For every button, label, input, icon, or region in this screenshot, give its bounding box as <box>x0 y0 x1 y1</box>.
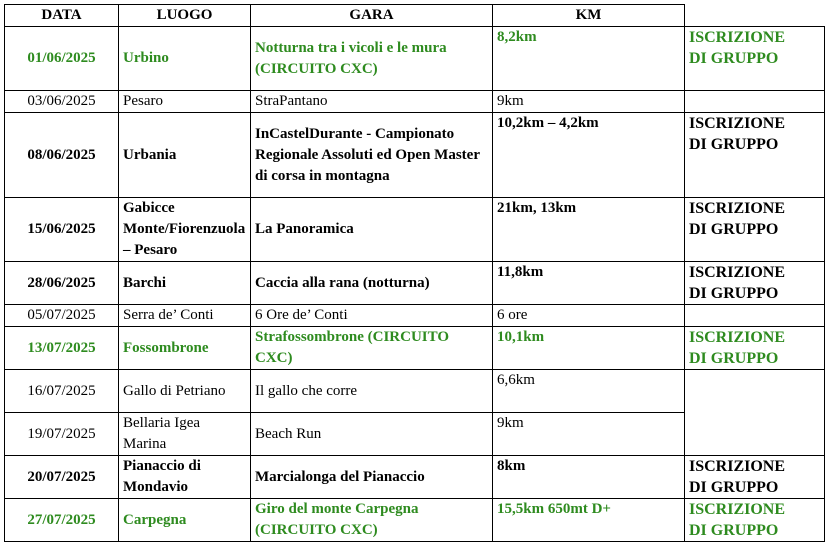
table-row <box>5 262 825 305</box>
place-cell: Gabicce Monte/Fiorenzuola – Pesaro <box>119 198 251 262</box>
place-cell: Barchi <box>119 262 251 305</box>
date-cell: 27/07/2025 <box>5 499 119 542</box>
group-registration-cell <box>685 499 825 542</box>
empty-cell <box>685 91 825 113</box>
table-row <box>5 499 825 542</box>
place-cell: Pesaro <box>119 91 251 113</box>
group-registration-cell <box>685 262 825 305</box>
place-cell: Gallo di Petriano <box>119 370 251 413</box>
group-registration-cell <box>685 327 825 370</box>
empty-cell <box>685 370 825 413</box>
place-cell: Serra de’ Conti <box>119 305 251 327</box>
place-cell: Carpegna <box>119 499 251 542</box>
races-table <box>4 4 825 542</box>
km-cell: 8km <box>493 456 685 499</box>
place-cell: Bellaria Igea Marina <box>119 413 251 456</box>
table-row <box>5 113 825 198</box>
race-cell: Caccia alla rana (notturna) <box>251 262 493 305</box>
race-cell: Strafossombrone (CIRCUITO CXC) <box>251 327 493 370</box>
place-cell: Urbino <box>119 27 251 91</box>
km-cell: 8,2km <box>493 27 685 91</box>
km-cell: 10,1km <box>493 327 685 370</box>
date-cell: 08/06/2025 <box>5 113 119 198</box>
date-cell: 01/06/2025 <box>5 27 119 91</box>
date-cell: 20/07/2025 <box>5 456 119 499</box>
km-cell: 9km <box>493 91 685 113</box>
registration-line-2: DI GRUPPO <box>689 50 779 67</box>
table-row <box>5 305 825 327</box>
date-cell: 03/06/2025 <box>5 91 119 113</box>
place-cell: Pianaccio di Mondavio <box>119 456 251 499</box>
race-cell: Marcialonga del Pianaccio <box>251 456 493 499</box>
km-cell: 21km, 13km <box>493 198 685 262</box>
empty-cell <box>685 305 825 327</box>
race-cell: Notturna tra i vicoli e le mura (CIRCUITO CXC) <box>251 27 493 91</box>
header-km: KM <box>493 5 685 27</box>
table-row <box>5 198 825 262</box>
km-cell: 6 ore <box>493 305 685 327</box>
km-cell: 15,5km 650mt D+ <box>493 499 685 542</box>
header-empty-cell <box>685 5 825 27</box>
date-cell: 05/07/2025 <box>5 305 119 327</box>
group-registration-cell <box>685 113 825 198</box>
table-row <box>5 27 825 91</box>
place-cell: Fossombrone <box>119 327 251 370</box>
date-cell: 16/07/2025 <box>5 370 119 413</box>
race-cell: Il gallo che corre <box>251 370 493 413</box>
header-place: LUOGO <box>119 5 251 27</box>
table-row <box>5 413 825 456</box>
registration-line-2: DI GRUPPO <box>689 285 779 302</box>
race-cell: InCastelDurante - Campionato Regionale Assoluti ed Open Master di corsa in montagna <box>251 113 493 198</box>
header-race: GARA <box>251 5 493 27</box>
group-registration-cell <box>685 456 825 499</box>
registration-line-2: DI GRUPPO <box>689 221 779 238</box>
registration-line-1: ISCRIZIONE <box>689 329 786 346</box>
header-date: DATA <box>5 5 119 27</box>
registration-line-1: ISCRIZIONE <box>689 115 786 132</box>
header-row <box>5 5 825 27</box>
registration-line-2: DI GRUPPO <box>689 479 779 496</box>
race-cell: La Panoramica <box>251 198 493 262</box>
registration-line-2: DI GRUPPO <box>689 522 779 539</box>
place-cell: Urbania <box>119 113 251 198</box>
km-cell: 9km <box>493 413 685 456</box>
km-cell: 10,2km – 4,2km <box>493 113 685 198</box>
registration-line-1: ISCRIZIONE <box>689 264 786 281</box>
race-cell: Beach Run <box>251 413 493 456</box>
registration-line-1: ISCRIZIONE <box>689 200 786 217</box>
empty-cell <box>685 413 825 456</box>
race-cell: 6 Ore de’ Conti <box>251 305 493 327</box>
date-cell: 28/06/2025 <box>5 262 119 305</box>
table-row <box>5 370 825 413</box>
race-cell: Giro del monte Carpegna (CIRCUITO CXC) <box>251 499 493 542</box>
registration-line-2: DI GRUPPO <box>689 136 779 153</box>
date-cell: 13/07/2025 <box>5 327 119 370</box>
registration-line-1: ISCRIZIONE <box>689 501 786 518</box>
group-registration-cell <box>685 27 825 91</box>
date-cell: 15/06/2025 <box>5 198 119 262</box>
registration-line-1: ISCRIZIONE <box>689 458 786 475</box>
date-cell: 19/07/2025 <box>5 413 119 456</box>
registration-line-1: ISCRIZIONE <box>689 29 786 46</box>
table-row <box>5 327 825 370</box>
race-cell: StraPantano <box>251 91 493 113</box>
table-row <box>5 456 825 499</box>
km-cell: 6,6km <box>493 370 685 413</box>
km-cell: 11,8km <box>493 262 685 305</box>
group-registration-cell <box>685 198 825 262</box>
registration-line-2: DI GRUPPO <box>689 350 779 367</box>
table-row <box>5 91 825 113</box>
